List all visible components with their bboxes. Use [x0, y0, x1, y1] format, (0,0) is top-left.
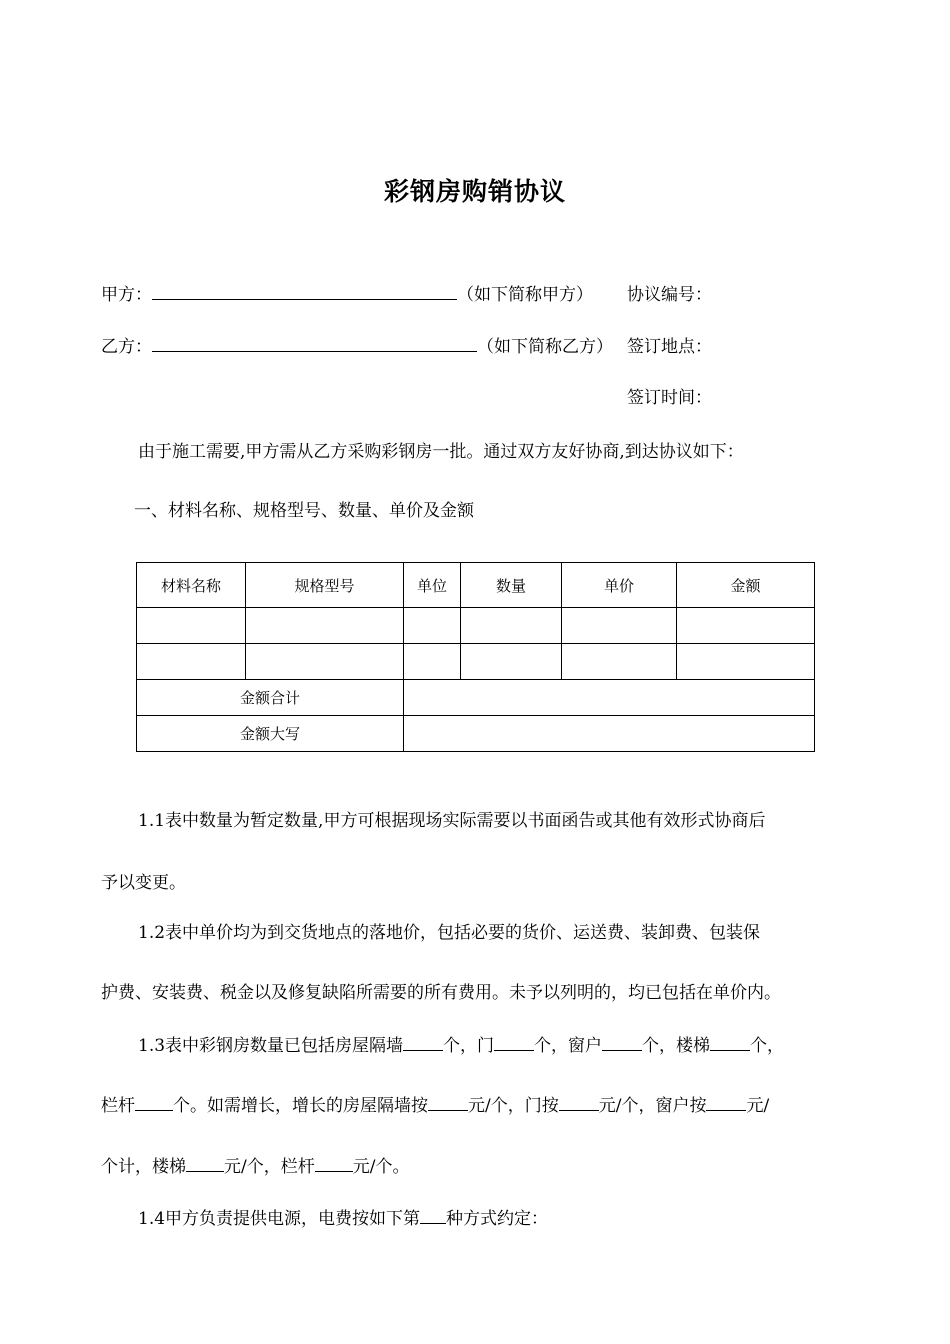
table-cell[interactable]: [461, 644, 562, 680]
clause-1-3-text: 1.3表中彩钢房数量已包括房屋隔墙: [138, 1036, 404, 1056]
party-b-blank[interactable]: [152, 334, 477, 352]
intro-paragraph: 由于施工需要,甲方需从乙方采购彩钢房一批。通过双方友好协商,到达协议如下：: [138, 442, 744, 462]
door-count-blank[interactable]: [494, 1033, 534, 1051]
table-cell[interactable]: [246, 644, 404, 680]
total-amount-cell[interactable]: [404, 680, 815, 716]
clause-1-3-text: 元/: [746, 1096, 770, 1116]
clause-1-3-text: 个，: [750, 1036, 785, 1056]
clause-1-3-text: 元/个。: [352, 1157, 410, 1177]
clause-1-3-text: 栏杆: [101, 1096, 135, 1116]
party-b-label: 乙方：: [101, 337, 152, 357]
clause-1-4-line: [138, 1204, 548, 1229]
header-quantity: 数量: [461, 563, 562, 608]
window-price-blank[interactable]: [706, 1093, 746, 1111]
clause-1-3-text: 个，窗户: [534, 1036, 603, 1056]
clause-1-1-line-2: 予以变更。: [101, 873, 186, 893]
railing-price-blank[interactable]: [315, 1154, 353, 1172]
table-cell[interactable]: [562, 644, 677, 680]
clause-1-4-text: 种方式约定：: [446, 1209, 549, 1229]
total-upper-cell[interactable]: [404, 716, 815, 752]
clause-1-3-text: 元/个，门按: [468, 1096, 559, 1116]
table-row: [137, 644, 815, 680]
table-cell[interactable]: [677, 608, 815, 644]
table-cell[interactable]: [677, 644, 815, 680]
table-header-row: [137, 563, 815, 608]
materials-table: [136, 562, 815, 752]
clause-1-2-line-1: 1.2表中单价均为到交货地点的落地价，包括必要的货价、运送费、装卸费、包装保: [138, 923, 761, 943]
table-cell[interactable]: [137, 644, 246, 680]
header-amount: 金额: [677, 563, 815, 608]
partition-price-blank[interactable]: [428, 1093, 468, 1111]
party-b-suffix: （如下简称乙方）: [477, 337, 613, 357]
clause-1-4-text: 1.4甲方负责提供电源，电费按如下第: [138, 1209, 421, 1229]
railing-count-blank[interactable]: [135, 1093, 173, 1111]
table-cell[interactable]: [137, 608, 246, 644]
clause-1-3-line-3: [101, 1152, 409, 1177]
stair-price-blank[interactable]: [186, 1154, 224, 1172]
header-spec-model: 规格型号: [246, 563, 404, 608]
clause-1-3-text: 个。如需增长，增长的房屋隔墙按: [173, 1096, 428, 1116]
window-count-blank[interactable]: [602, 1033, 642, 1051]
header-material-name: 材料名称: [137, 563, 246, 608]
clause-1-3-text: 个计，楼梯: [101, 1157, 186, 1177]
table-cell[interactable]: [404, 644, 461, 680]
sign-time-label: 签订时间：: [627, 388, 712, 408]
door-price-blank[interactable]: [559, 1093, 599, 1111]
table-cell[interactable]: [246, 608, 404, 644]
clause-1-2-line-2: 护费、安装费、税金以及修复缺陷所需要的所有费用。未予以列明的，均已包括在单价内。: [101, 983, 781, 1003]
party-a-blank[interactable]: [152, 282, 457, 300]
clause-1-3-line-1: [138, 1031, 784, 1056]
clause-1-1-line-1: 1.1表中数量为暂定数量,甲方可根据现场实际需要以书面函告或其他有效形式协商后: [138, 811, 766, 831]
party-a-label: 甲方：: [101, 285, 152, 305]
table-row: [137, 608, 815, 644]
table-cell[interactable]: [404, 608, 461, 644]
table-cell[interactable]: [562, 608, 677, 644]
total-amount-label: 金额合计: [137, 680, 404, 716]
document-title: 彩钢房购销协议: [383, 177, 566, 206]
header-unit-price: 单价: [562, 563, 677, 608]
clause-1-3-line-2: [101, 1091, 769, 1116]
clause-1-3-text: 元/个，窗户按: [598, 1096, 707, 1116]
table-cell[interactable]: [461, 608, 562, 644]
clause-1-3-text: 个，楼梯: [642, 1036, 711, 1056]
total-upper-row: [137, 716, 815, 752]
party-b-line: [101, 332, 613, 357]
party-a-suffix: （如下简称甲方）: [457, 285, 593, 305]
total-upper-label: 金额大写: [137, 716, 404, 752]
partition-wall-count-blank[interactable]: [403, 1033, 443, 1051]
party-a-line: [101, 280, 593, 305]
clause-1-3-text: 个，门: [443, 1036, 495, 1056]
electricity-option-blank[interactable]: [420, 1206, 446, 1224]
section-1-title: 一、材料名称、规格型号、数量、单价及金额: [134, 501, 474, 521]
agreement-number-label: 协议编号：: [627, 285, 712, 305]
sign-place-label: 签订地点：: [627, 337, 712, 357]
header-unit: 单位: [404, 563, 461, 608]
total-row: [137, 680, 815, 716]
stair-count-blank[interactable]: [710, 1033, 750, 1051]
clause-1-3-text: 元/个，栏杆: [224, 1157, 315, 1177]
